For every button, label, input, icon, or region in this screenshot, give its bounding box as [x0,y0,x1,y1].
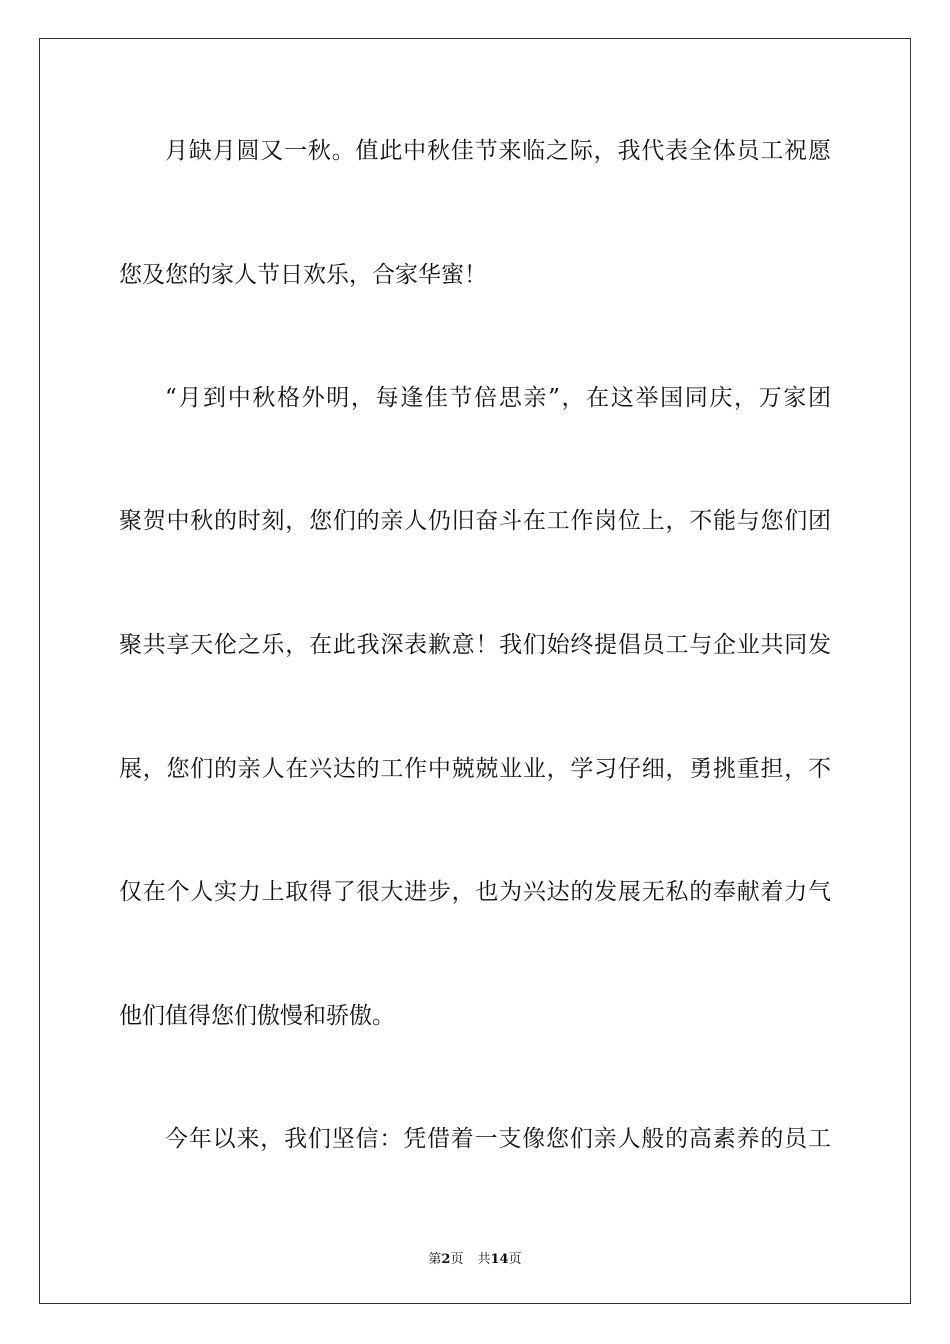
current-page-number: 2 [441,1252,451,1267]
total-label-suffix: 页 [508,1252,522,1267]
paragraph-2-line-3: 聚共享天伦之乐，在此我深表歉意！我们始终提倡员工与企业共同发 [119,632,831,658]
paragraph-1-line-2: 您及您的家人节日欢乐，合家华蜜！ [119,262,487,288]
paragraph-2-line-1: “月到中秋格外明，每逢佳节倍思亲”，在这举国同庆，万家团 [165,385,831,411]
paragraph-3-line-1: 今年以来，我们坚信：凭借着一支像您们亲人般的高素养的员工 [165,1126,831,1152]
page-label-suffix: 页 [450,1252,464,1267]
paragraph-2-line-6: 他们值得您们傲慢和骄傲。 [119,1003,395,1029]
paragraph-2-line-2: 聚贺中秋的时刻，您们的亲人仍旧奋斗在工作岗位上，不能与您们团 [119,508,831,534]
paragraph-2-line-5: 仅在个人实力上取得了很大进步，也为兴达的发展无私的奉献着力气 [119,879,831,905]
page-footer [0,1248,950,1267]
page-label-prefix: 第 [428,1252,442,1267]
paragraph-1-line-1: 月缺月圆又一秋。值此中秋佳节来临之际，我代表全体员工祝愿 [165,138,831,164]
total-page-count: 14 [490,1252,509,1267]
page-border [39,38,911,1304]
paragraph-2-line-4: 展，您们的亲人在兴达的工作中兢兢业业，学习仔细，勇挑重担，不 [119,756,831,782]
total-label-prefix: 共 [477,1252,491,1267]
